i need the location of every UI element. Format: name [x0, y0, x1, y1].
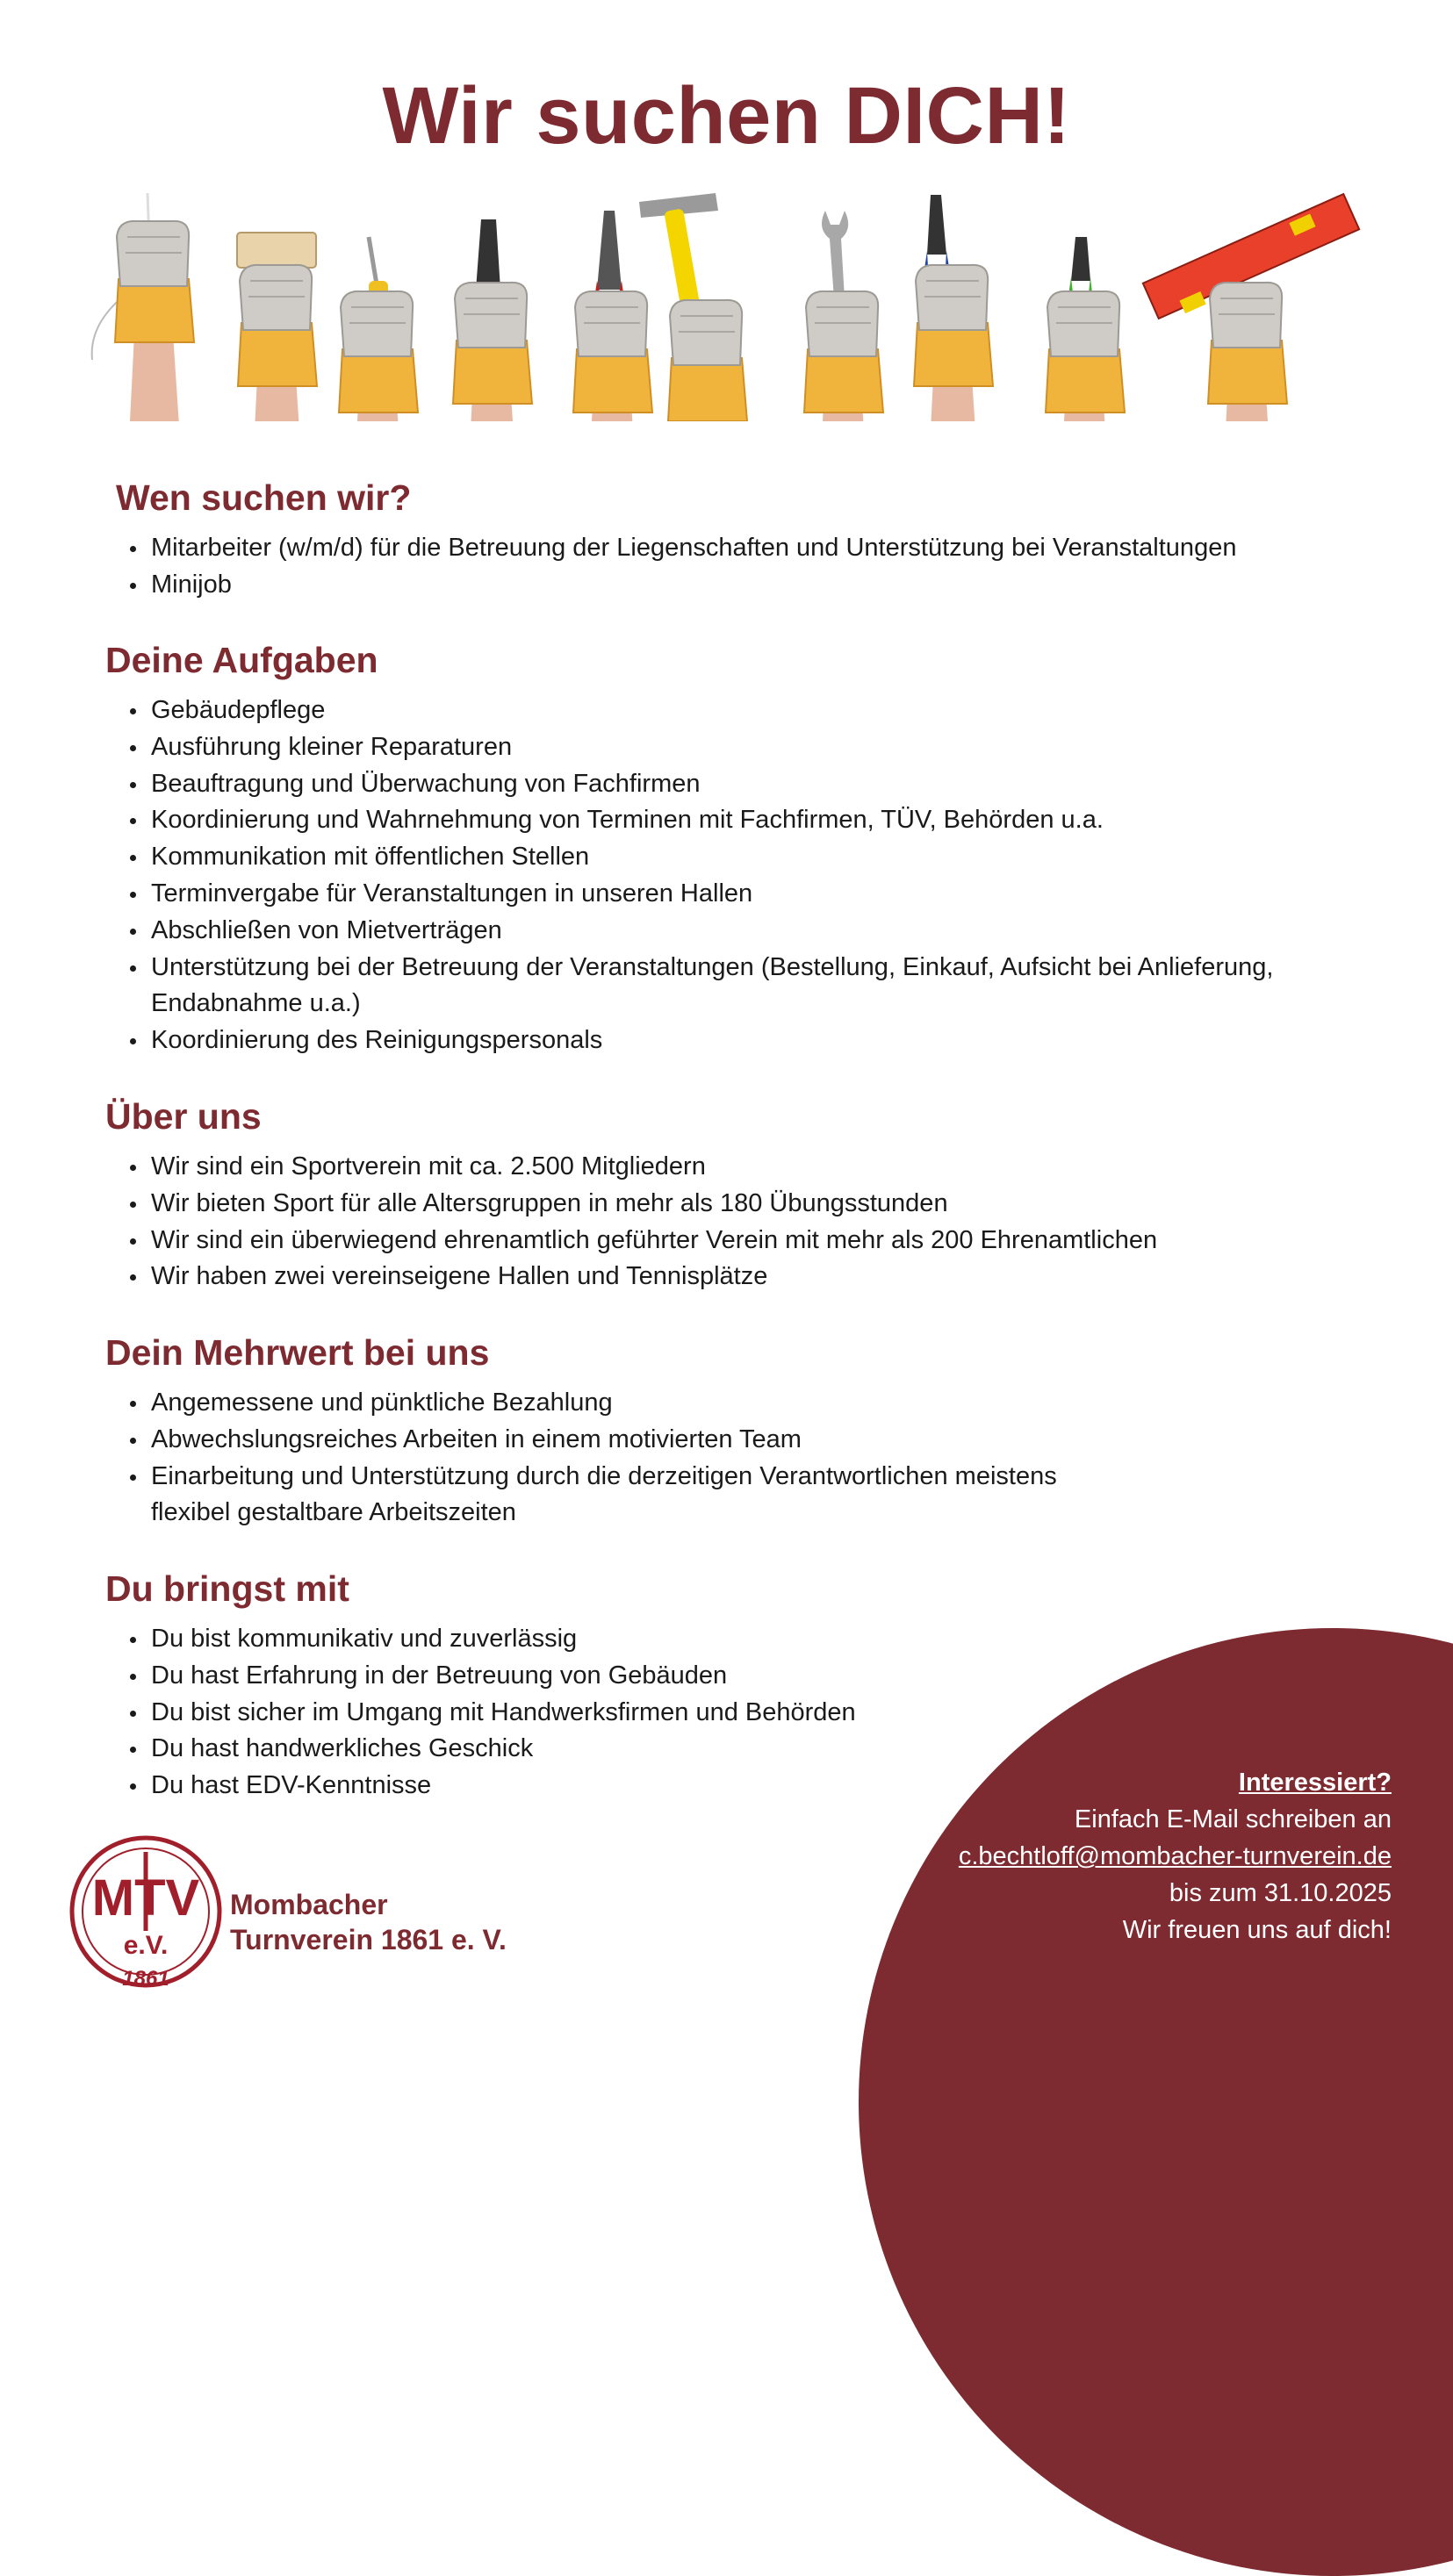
- email-link[interactable]: c.bechtloff@mombacher-turnverein.de: [958, 1842, 1392, 1870]
- tape-measure-hand-icon: [92, 193, 194, 421]
- contact-box: [830, 1764, 1392, 1948]
- list-item: Du hast Erfahrung in der Betreuung von Gebäuden: [151, 1658, 1370, 1695]
- list-item: Koordinierung und Wahrnehmung von Terminen mit Fachfirmen, TÜV, Behörden u.a.: [151, 802, 1370, 839]
- list-item-continuation: Endabnahme u.a.): [151, 989, 361, 1018]
- org-line1: Mombacher: [230, 1889, 388, 1920]
- section-heading: Deine Aufgaben: [105, 640, 378, 680]
- section-deine-aufgaben: [105, 641, 1370, 1059]
- bullet-list: [105, 692, 1370, 1059]
- list-item: Unterstützung bei der Betreuung der Veranstaltungen (Bestellung, Einkauf, Aufsicht bei Anlieferung,: [151, 950, 1370, 987]
- section-dein-mehrwert: [105, 1333, 1370, 1532]
- bullet-list: [105, 1385, 1370, 1532]
- list-item: Wir bieten Sport für alle Altersgruppen in mehr als 180 Übungsstunden: [151, 1186, 1370, 1223]
- list-item: Angemessene und pünktliche Bezahlung: [151, 1385, 1370, 1422]
- list-item: Wir sind ein überwiegend ehrenamtlich geführter Verein mit mehr als 200 Ehrenamtlichen: [151, 1223, 1370, 1259]
- list-item: Kommunikation mit öffentlichen Stellen: [151, 839, 1370, 876]
- list-item: Wir haben zwei vereinseigene Hallen und Tennisplätze: [151, 1259, 1370, 1295]
- spirit-level-hand-icon: [1143, 194, 1359, 421]
- screwdriver-hand-icon: [339, 237, 418, 421]
- cta-line: Einfach E-Mail schreiben an: [1074, 1805, 1392, 1833]
- list-item: Du bist kommunikativ und zuverlässig: [151, 1621, 1370, 1658]
- list-item: Du hast handwerkliches Geschick: [151, 1731, 1370, 1768]
- list-item: Beauftragung und Überwachung von Fachfirmen: [151, 766, 1370, 803]
- section-heading: Dein Mehrwert bei uns: [105, 1332, 490, 1373]
- list-item: Minijob: [151, 567, 1380, 604]
- list-item-continuation: flexibel gestaltbare Arbeitszeiten: [151, 1498, 516, 1527]
- pliers-hand-icon: [914, 195, 993, 421]
- mtv-logo: [67, 1834, 225, 1992]
- hammer-hand-icon: [639, 193, 747, 421]
- paint-brush-hand-icon: [237, 233, 317, 421]
- deadline-text: bis zum 31.10.2025: [1169, 1879, 1392, 1907]
- page-title: Wir suchen DICH!: [382, 71, 1071, 161]
- wrench-hand-icon: [804, 211, 883, 421]
- side-cutter-hand-icon: [1046, 237, 1125, 421]
- section-ueber-uns: [105, 1097, 1370, 1295]
- logo-year: 1861: [122, 1967, 169, 1991]
- section-heading: Du bringst mit: [105, 1568, 349, 1609]
- list-item: Terminvergabe für Veranstaltungen in unseren Hallen: [151, 876, 1370, 913]
- organization-name: [230, 1887, 507, 1957]
- list-item: Abwechslungsreiches Arbeiten in einem motivierten Team: [151, 1422, 1370, 1459]
- list-item: Einarbeitung und Unterstützung durch die derzeitigen Verantwortlichen meistens: [151, 1459, 1370, 1496]
- list-item: Ausführung kleiner Reparaturen: [151, 729, 1370, 766]
- logo-ev: e.V.: [123, 1931, 169, 1960]
- bullet-list: [105, 1149, 1370, 1295]
- logo-letters: MTV: [91, 1869, 200, 1927]
- section-heading: Über uns: [105, 1096, 262, 1137]
- list-item: Abschließen von Mietverträgen: [151, 913, 1370, 950]
- section-heading: Wen suchen wir?: [116, 477, 412, 518]
- cta-heading: Interessiert?: [1238, 1769, 1392, 1797]
- list-item: Du hast EDV-Kenntnisse: [151, 1768, 1370, 1805]
- list-item: Du bist sicher im Umgang mit Handwerksfirmen und Behörden: [151, 1695, 1370, 1732]
- wire-stripper-hand-icon: [453, 219, 532, 421]
- list-item: Mitarbeiter (w/m/d) für die Betreuung der Liegenschaften und Unterstützung bei Veranstaltungen: [151, 530, 1380, 567]
- bullet-list: [116, 530, 1380, 604]
- list-item: Wir sind ein Sportverein mit ca. 2.500 Mitgliedern: [151, 1149, 1370, 1186]
- closing-text: Wir freuen uns auf dich!: [1122, 1916, 1392, 1944]
- org-line2: Turnverein 1861 e. V.: [230, 1924, 507, 1955]
- tools-banner-image: [53, 184, 1396, 421]
- list-item: Gebäudepflege: [151, 692, 1370, 729]
- list-item: Koordinierung des Reinigungspersonals: [151, 1023, 1370, 1059]
- tin-snips-hand-icon: [573, 211, 652, 421]
- section-wen-suchen-wir: [116, 478, 1380, 604]
